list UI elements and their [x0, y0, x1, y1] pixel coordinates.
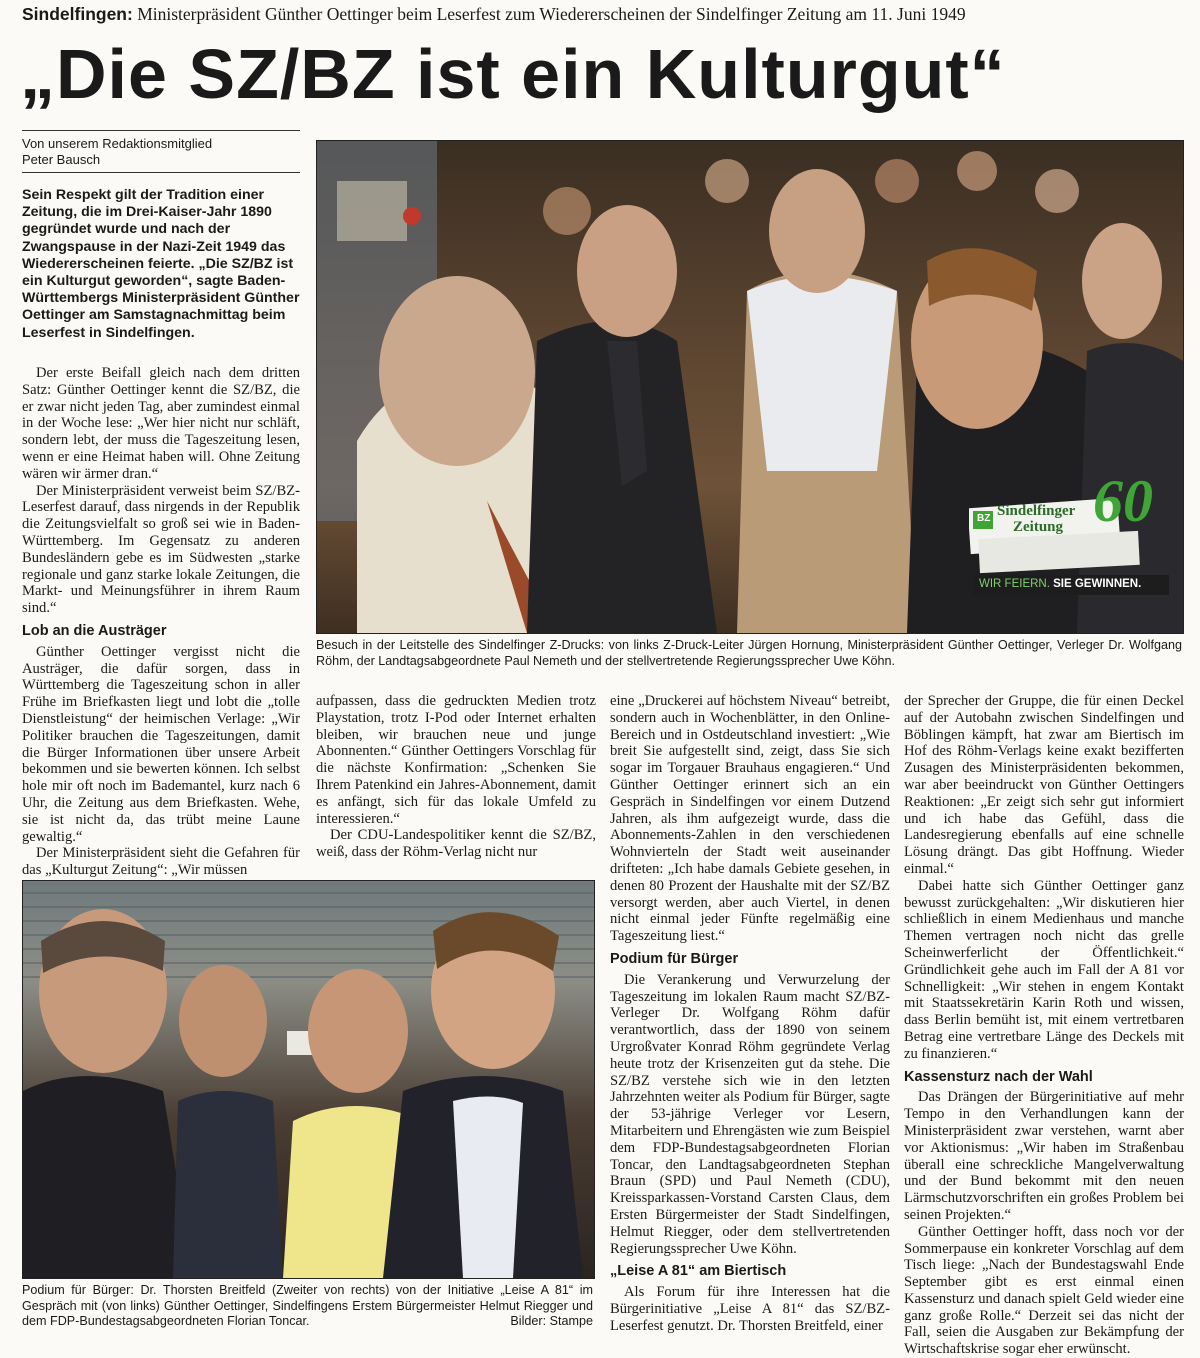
paragraph: Das Drängen der Bürgerinitiative auf mehr Tempo in den Verhandlungen kann der Ministerpräsident zwar verstehen, warnt aber vor Aktionismus: „Wir haben im Straßenbau überall eine schreckliche Mangelverwaltung und der Bund bekommt mit den neuen Lärmschutzvorschriften ein großes Problem bei seinen Projekten.“ — [904, 1089, 1184, 1223]
byline-author: Peter Bausch — [22, 152, 101, 167]
paragraph: Dabei hatte sich Günther Oettinger ganz bewusst zurückgehalten: „Wir diskutieren hier schließlich in einem Medienhaus und manche Themen vertragen noch nicht das grelle Scheinwerferlicht der Öffentlichkeit.“ Gründlichkeit gehe auch im Fall der A 81 vor Schnelligkeit: „Wir stehen in engem Kontakt mit Staatssekretärin Karin Roth und wissen, dass Berlin bemüht ist, mit einem vertretbaren Betrag eine vertretbare Länge des Deckels mit zu finanzieren.“ — [904, 877, 1184, 1062]
paragraph: Günther Oettinger vergisst nicht die Austräger, die dafür sorgen, dass in Württemberg die Tageszeitung schon in aller Frühe im Briefkasten liegt und lobt die „tolle Dienstleistung“ der heimischen Verlage: „Wir Politiker brauchen die Tageszeitungen, damit die Bürger Informationen über unsere Arbeit bekommen und sie bewerten können. Ich selbst hole mir oft noch im Bademantel, kurz nach 6 Uhr, die Zeitung aus dem Briefkasten. Wehe, sie ist nicht da, das trübt meine Laune gewaltig.“ — [22, 643, 300, 845]
logo-slogan-b: SIE GEWINNEN. — [1053, 578, 1142, 590]
subheading-austraeger: Lob an die Austräger — [22, 623, 167, 639]
paragraph: Als Forum für ihre Interessen hat die Bürgerinitiative „Leise A 81“ das SZ/BZ-Leserfest genutzt. Dr. Thorsten Breitfeld, einer — [610, 1284, 890, 1334]
kicker-text: Ministerpräsident Günther Oettinger beim Leserfest zum Wiedererscheinen der Sindelfinger Zeitung am 11. Juni 1949 — [137, 4, 966, 24]
logo-name-2: Zeitung — [1013, 519, 1064, 535]
photo-leitstelle — [316, 140, 1184, 634]
paragraph: Die Verankerung und Verwurzelung der Tageszeitung im lokalen Raum macht SZ/BZ-Verleger Dr. Wolfgang Röhm dafür verantwortlich, dass der 1890 von seinem Urgroßvater Konrad Röhm gegründete Verlag heute trotz der Krisenzeiten gut da stehe. Die SZ/BZ verstehe sich wie in den letzten Jahrzehnten weiter als Podium für Bürger, sagte der 53-jährige Verleger vor Lesern, Mitarbeitern und Ehrengästen wie zum Beispiel dem FDP-Bundestagsabgeordneten Florian Toncar, den Landtagsabgeordneten Stephan Braun (SPD) und Paul Nemeth (CDU), Kreissparkassen-Vorstand Carsten Claus, dem Ersten Bürgermeister der Stadt Sindelfingen, Helmut Riegger, oder dem stellvertretenden Regierungssprecher Uwe Köhn. — [610, 971, 890, 1257]
column-3 — [610, 693, 890, 1334]
paragraph: Der Ministerpräsident sieht die Gefahren für das „Kulturgut Zeitung“: „Wir müssen — [22, 845, 300, 879]
column-4 — [904, 693, 1184, 1358]
byline — [22, 136, 300, 168]
subheading-podium: Podium für Bürger — [610, 950, 739, 967]
caption-photo-2-text: Podium für Bürger: Dr. Thorsten Breitfeld (Zweiter von rechts) von der Initiative „Leise A 81“ im Gespräch mit (von links) Günther Oettinger, Sindelfingens Erstem Bürgermeister Helmut Riegger und dem FDP-Bundestagsabgeordneten Florian Toncar. — [22, 1283, 593, 1329]
paragraph: Der CDU-Landespolitiker kennt die SZ/BZ, weiß, dass der Röhm-Verlag nicht nur — [316, 827, 596, 861]
byline-line1: Von unserem Redaktionsmitglied — [22, 136, 213, 151]
kicker-place: Sindelfingen: — [22, 4, 133, 24]
anniversary-logo — [969, 468, 1169, 595]
subheading-leise-a81: „Leise A 81“ am Biertisch — [610, 1263, 787, 1280]
byline-rule-top — [22, 130, 300, 131]
column-1-bottom — [22, 617, 300, 879]
paragraph: aufpassen, dass die gedruckten Medien trotz Playstation, trotz I-Pod oder Internet erhalten bleiben, wir brauchen neue und junge Abonnenten.“ Günther Oettingers Vorschlag für die nächste Konfirmation: „Schenken Sie Ihrem Patenkind ein Jahres-Abonnement, damit es anfängt, sich für das lokale Umfeld zu interessieren.“ — [316, 693, 596, 827]
kicker-line — [22, 4, 1182, 25]
paragraph: der Sprecher der Gruppe, die für einen Deckel auf der Autobahn zwischen Sindelfingen und Böblingen kämpft, hat zwar am Biertisch im Hof des Röhm-Verlags keine exakt bezifferten Zusagen des Ministerpräsidenten bekommen, war aber beeindruckt von Günther Oettingers Reaktionen: „Er zeigt sich sehr gut informiert und ich habe das Gefühl, dass die Landesregierung ebenfalls auf eine schnelle Lösung drängt. Das gibt Hoffnung. Wieder einmal.“ — [904, 693, 1184, 877]
caption-photo-2 — [22, 1283, 593, 1330]
subheading-kassensturz: Kassensturz nach der Wahl — [904, 1068, 1093, 1085]
photo-credit: Bilder: Stampe — [510, 1314, 593, 1329]
paragraph: Der erste Beifall gleich nach dem dritten Satz: Günther Oettinger kennt die SZ/BZ, die er zwar nicht jeden Tag, aber zumindest einmal in der Woche lese: „Wer hier nicht nur schläft, sondern lebt, der muss die Tageszeitung lesen, wenn er eine Heimat haben will. Ohne Zeitung wären wir ärmer dran.“ — [22, 365, 300, 482]
column-2 — [316, 693, 596, 861]
logo-slogan — [979, 578, 1141, 590]
logo-badge: BZ — [977, 513, 991, 524]
photo-2-illustration — [23, 881, 594, 1278]
logo-number: 60 — [1093, 468, 1153, 534]
photo-podium — [22, 880, 595, 1279]
caption-photo-1: Besuch in der Leitstelle des Sindelfinger Z-Drucks: von links Z-Druck-Leiter Jürgen Hornung, Ministerpräsident Günther Oettinger, Verleger Dr. Wolfgang Röhm, der Landtagsabgeordnete Paul Nemeth und der stellvertretende Regierungssprecher Uwe Köhn. — [316, 638, 1182, 668]
byline-rule-bottom — [22, 172, 300, 173]
page-title: „Die SZ/BZ ist ein Kulturgut“ — [20, 35, 1006, 113]
column-1-top — [22, 365, 300, 617]
lead-paragraph: Sein Respekt gilt der Tradition einer Zeitung, die im Drei-Kaiser-Jahr 1890 gegründet wurde und nach der Zwangspause in der Nazi-Zeit 1949 das Wiedererscheinen feierte. „Die SZ/BZ ist ein Kulturgut geworden“, sagte Baden-Württembergs Ministerpräsident Günther Oettinger am Samstagnachmittag beim Leserfest in Sindelfingen. — [22, 187, 300, 341]
paragraph: Günther Oettinger hofft, dass noch vor der Sommerpause ein konkreter Vorschlag auf dem Tisch liege: „Nach der Bundestagswahl Ende September gibt es erst einmal einen Kassensturz und danach spielt Geld wieder eine ganz große Rolle.“ Derzeit sei das nicht der Fall, seien die Ausgaben zur Bekämpfung der Wirtschaftskrise sogar eher erwünscht. — [904, 1223, 1184, 1358]
logo-slogan-a: WIR FEIERN. — [979, 578, 1050, 590]
logo-name-1: Sindelfinger — [997, 503, 1076, 519]
paragraph: eine „Druckerei auf höchstem Niveau“ betreibt, sondern auch in Wochenblätter, in den Online-Bereich und in Ostdeutschland investiert: „Wie breit Sie aufgestellt sind, zeigt, dass Sie sich sogar im Torgauer Brauhaus engagieren.“ Und Günther Oettinger erinnert sich an ein Gespräch in Sindelfingen vor einem Dutzend Jahren, als ihm aufgezeigt wurde, dass die Abonnements-Zahlen in den verschiedenen Wohnvierteln der Stadt weit auseinander drifteten: „Ich habe damals Gebiete gesehen, in denen 80 Prozent der Haushalte mit der SZ/BZ versorgt werden, aber auch Viertel, in denen nicht einmal jeder Fünfte regelmäßig eine Tageszeitung liest.“ — [610, 693, 890, 945]
paragraph: Der Ministerpräsident verweist beim SZ/BZ-Leserfest darauf, dass nirgends in der Republik die Zeitungsvielfalt so groß sei wie in Baden-Württemberg. Im Gegensatz zu anderen Bundesländern gebe es im Südwesten „starke regionale und ganz starke lokale Zeitungen, die Markt- und Meinungsführer in ihrem Raum sind.“ — [22, 482, 300, 617]
